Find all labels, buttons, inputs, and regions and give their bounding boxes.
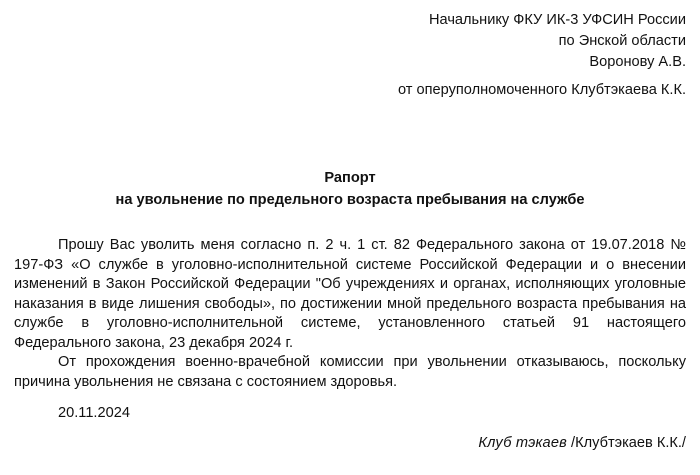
body-paragraph-2: От прохождения военно-врачебной комиссии при увольнении отказываюсь, поскольку причина увольнения не связана с состоянием здоровья. [14,354,686,390]
body-paragraph-1: Прошу Вас уволить меня согласно п. 2 ч. 1 ст. 82 Федерального закона от 19.07.2018 № 197-ФЗ «О службе в уголовно-исполнительной системе Российской Федерации и о внесении изменений в Закон Российской Федерации "Об учреждениях и органах, исполняющих уголовные наказания в виде лишения свободы», по достижении мной предельного возраста пребывания на службе в уголовно-исполнительной системе, установленного статьей 91 настоящего Федерального закона, 23 декабря 2024 г. [14,237,686,351]
addressee-block [429,10,686,73]
signature-block [478,435,686,451]
addressee-line-1: Начальнику ФКУ ИК-3 УФСИН России [428,12,686,28]
sender-line: от оперуполномоченного Клубтэкаева К.К. [397,82,686,98]
addressee-line-3: Воронову А.В. [589,54,686,70]
document-date: 20.11.2024 [58,405,130,421]
title-line-2: на увольнение по предельного возраста пребывания на службе [115,192,585,208]
document-title [0,167,700,211]
title-line-1: Рапорт [324,170,376,186]
addressee-line-2: по Энской области [558,33,686,49]
printed-signature: /Клубтэкаев К.К./ [567,435,686,451]
handwritten-signature: Клуб тэкаев [478,435,567,451]
